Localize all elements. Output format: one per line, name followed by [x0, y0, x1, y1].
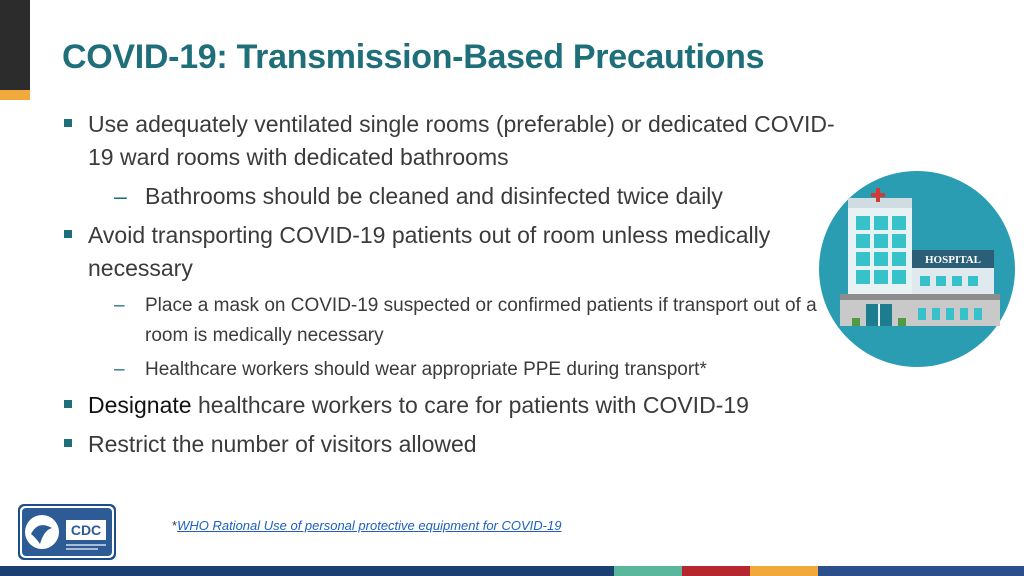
footer-bar-blue: [818, 566, 1024, 576]
dash-icon: –: [114, 359, 125, 380]
bullet-square-icon: [64, 400, 72, 408]
bullet-square-icon: [64, 119, 72, 127]
sub-bullet-item: [62, 355, 852, 385]
bullet-item: [62, 219, 852, 285]
bullet-item: [62, 389, 852, 422]
footer-bar-red: [682, 566, 750, 576]
footnote: [172, 518, 561, 533]
sub-bullet-text: Place a mask on COVID-19 suspected or confirmed patients if transport out of a room is medically necessary: [145, 295, 817, 346]
bullet-text: Restrict the number of visitors allowed: [88, 431, 477, 457]
bullet-item: [62, 428, 852, 461]
footer-bar-teal: [614, 566, 682, 576]
footnote-link[interactable]: WHO Rational Use of personal protective equipment for COVID-19: [177, 518, 562, 533]
bullet-square-icon: [64, 230, 72, 238]
footnote-marker: *: [172, 518, 178, 533]
cdc-logo: [18, 504, 116, 560]
dash-icon: –: [114, 183, 127, 209]
hospital-illustration: [818, 170, 1016, 368]
bullet-square-icon: [64, 439, 72, 447]
sub-bullet-item: [62, 291, 852, 351]
bullet-list: [62, 108, 852, 467]
cdc-logo-text: CDC: [70, 522, 102, 538]
bullet-item: [62, 108, 852, 174]
footer-bar-navy: [0, 566, 614, 576]
dash-icon: –: [114, 295, 125, 316]
bullet-lead-text: Designate: [88, 392, 192, 418]
slide-title: COVID-19: Transmission-Based Precautions: [62, 38, 765, 76]
sub-bullet-text: Bathrooms should be cleaned and disinfected twice daily: [145, 183, 723, 209]
cdc-logo-graphic: [18, 504, 116, 560]
sub-bullet-text: Healthcare workers should wear appropriate PPE during transport*: [145, 359, 707, 380]
bullet-text: Avoid transporting COVID-19 patients out of room unless medically necessary: [88, 222, 771, 281]
footer-bar-gold: [750, 566, 818, 576]
corner-accent-gold: [0, 90, 30, 100]
sub-bullet-item: [62, 180, 852, 213]
bullet-text: Use adequately ventilated single rooms (preferable) or dedicated COVID-19 ward rooms with dedicated bathrooms: [88, 111, 835, 170]
bullet-text: healthcare workers to care for patients with COVID-19: [191, 392, 749, 418]
corner-accent-dark: [0, 0, 30, 90]
hospital-sign-text: HOSPITAL: [924, 254, 982, 266]
